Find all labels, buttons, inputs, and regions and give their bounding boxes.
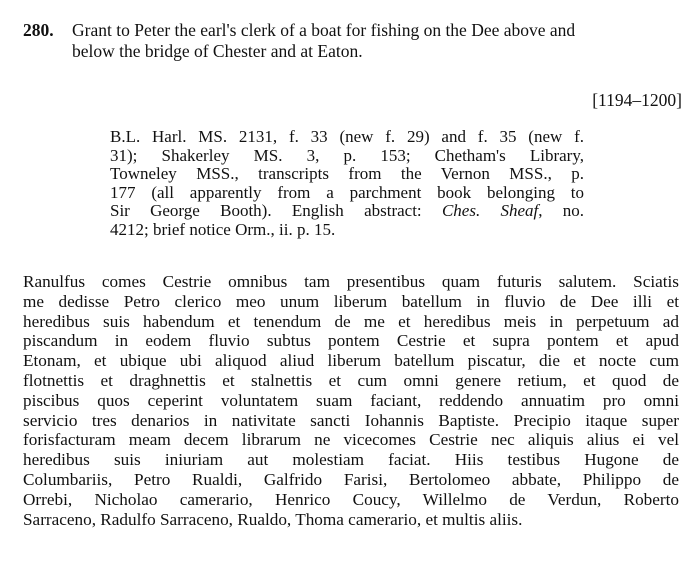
charter-line: flotnettis et draghnettis et stalnettis et cum omni genere retium, et quod de [23,370,679,390]
charter-line: servicio tres denarios in nativitate sancti Iohannis Baptiste. Precipio itaque super [23,410,679,430]
source-line-text: Sir George Booth). English abstract: [110,201,422,220]
entry-number: 280. [23,20,54,40]
charter-line: heredibus suis iniuriam aut molestiam faciat. Hiis testibus Hugone de [23,450,679,470]
charter-line: Sarraceno, Radulfo Sarraceno, Rualdo, Thoma camerario, et multis aliis. [23,509,523,529]
source-italic-reference: Ches. Sheaf [441,201,539,220]
charter-line: Ranulfus comes Cestrie omnibus tam presentibus quam futuris salutem. Sciatis [23,272,679,291]
charter-line: heredibus suis habendum et tenendum de me et heredibus meis in perpetuum ad [23,311,679,331]
entry-header [23,20,683,62]
entry-date: [1194–1200] [592,90,682,110]
entry-title-line: below the bridge of Chester and at Eaton. [72,41,363,61]
charter-line: piscandum in eodem fluvio subtus pontem Cestrie et supra pontem et apud [23,331,679,351]
source-line: 177 (all apparently from a parchment book belonging to [110,182,584,202]
charter-line: Columbariis, Petro Rualdi, Galfrido Farisi, Bertolomeo abbate, Philippo de [23,469,679,489]
source-line: B.L. Harl. MS. 2131, f. 33 (new f. 29) and f. 35 (new f. [110,127,584,146]
source-line: 4212; brief notice Orm., ii. p. 15. [110,219,336,239]
charter-line: me dedisse Petro clerico meo unum liberum batellum in fluvio de Dee illi et [23,291,679,311]
source-line: 31); Shakerley MS. 3, p. 153; Chetham's Library, [110,145,584,165]
entry-title-line: Grant to Peter the earl's clerk of a boat for fishing on the Dee above and [72,20,576,40]
source-line-suffix: , no. [538,201,585,220]
source-references [110,128,584,239]
entry-title [72,20,683,62]
charter-line: forisfacturam meam decem librarum ne vicecomes Cestrie nec aliquis alius ei vel [23,430,679,450]
charter-text [23,272,679,529]
source-line-with-italic [110,202,584,221]
charter-line: piscibus quos ceperint voluntatem suam faciant, reddendo annuatim pro omni [23,390,679,410]
source-line: Towneley MSS., transcripts from the Vernon MSS., p. [110,164,584,183]
charter-line: Etonam, et ubique ubi aliquod aliud liberum batellum piscatur, die et nocte cum [23,351,679,371]
charter-line: Orrebi, Nicholao camerario, Henrico Coucy, Willelmo de Verdun, Roberto [23,489,679,509]
